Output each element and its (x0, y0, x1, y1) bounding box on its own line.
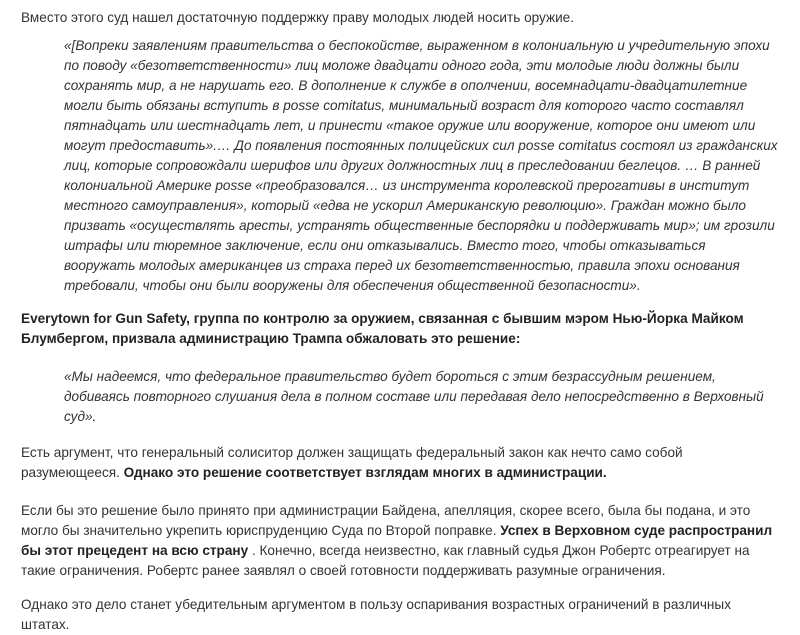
paragraph-everytown: Everytown for Gun Safety, группа по контролю за оружием, связанная с бывшим мэром Нью-Йорка Майком Блумбергом, призвала администрацию Трампа обжаловать это решение: (21, 311, 744, 346)
paragraph-intro: Вместо этого суд нашел достаточную поддержку праву молодых людей носить оружие. (21, 10, 575, 25)
biden-bold-text: Успех в Верховном суде распространил бы этот прецедент на всю страну (21, 523, 773, 558)
argument-bold-text: Однако это решение соответствует взглядам многих в администрации. (123, 465, 607, 480)
biden-tail-text: . Конечно, всегда неизвестно, как главный судья Джон Робертс отреагирует на такие ограничения. Робертс ранее заявлял о своей готовности поддерживать разумные ограничения. (21, 543, 750, 578)
biden-text: Если бы это решение было принято при администрации Байдена, апелляция, скорее всего, была бы подана, и это могло бы значительно укрепить юриспруденцию Суда по Второй поправке. (21, 503, 751, 538)
argument-text: Есть аргумент, что генеральный солиситор должен защищать федеральный закон как нечто само собой разумеющееся. (21, 445, 683, 480)
blockquote-everytown-statement: «Мы надеемся, что федеральное правительство будет бороться с этим безрассудным решением, добиваясь повторного слушания дела в полном составе или передавая дело непосредственно в Верховный суд». (64, 369, 764, 424)
paragraph-biden (21, 501, 780, 581)
paragraph-conclusion: Однако это дело станет убедительным аргументом в пользу оспаривания возрастных ограничений в различных штатах. (21, 597, 731, 632)
blockquote-court-opinion: «[Вопреки заявлениям правительства о беспокойстве, выраженном в колониальную и учредительную эпохи по поводу «безответственности» лиц моложе двадцати одного года, эти молодые люди должны были сохранять мир, а не нарушать его. В дополнение к службе в ополчении, восемнадцати-двадцатилетние могли быть обязаны вступить в posse comitatus, минимальный возраст для которого часто составлял пятнадцать или шестнадцать лет, и принести «такое оружие или вооружение, которое они имеют или могут предоставить».… До появления постоянных полицейских сил posse comitatus состоял из гражданских лиц, которые сопровождали шерифов или других должностных лиц в преследовании беглецов. … В ранней колониальной Америке posse «преобразовался… из инструмента королевской прерогативы в институт местного самоуправления», который «едва не ускорил Американскую революцию». Граждан можно было призвать «осуществлять аресты, устранять общественные беспорядки и поддерживать мир»; им грозили штрафы или тюремное заключение, если они отказывались. Вместо того, чтобы отказываться вооружать молодых американцев из страха перед их безответственностью, правила эпохи основания требовали, чтобы они были вооружены для обеспечения общественной безопасности». (64, 38, 778, 293)
paragraph-argument (21, 443, 780, 483)
